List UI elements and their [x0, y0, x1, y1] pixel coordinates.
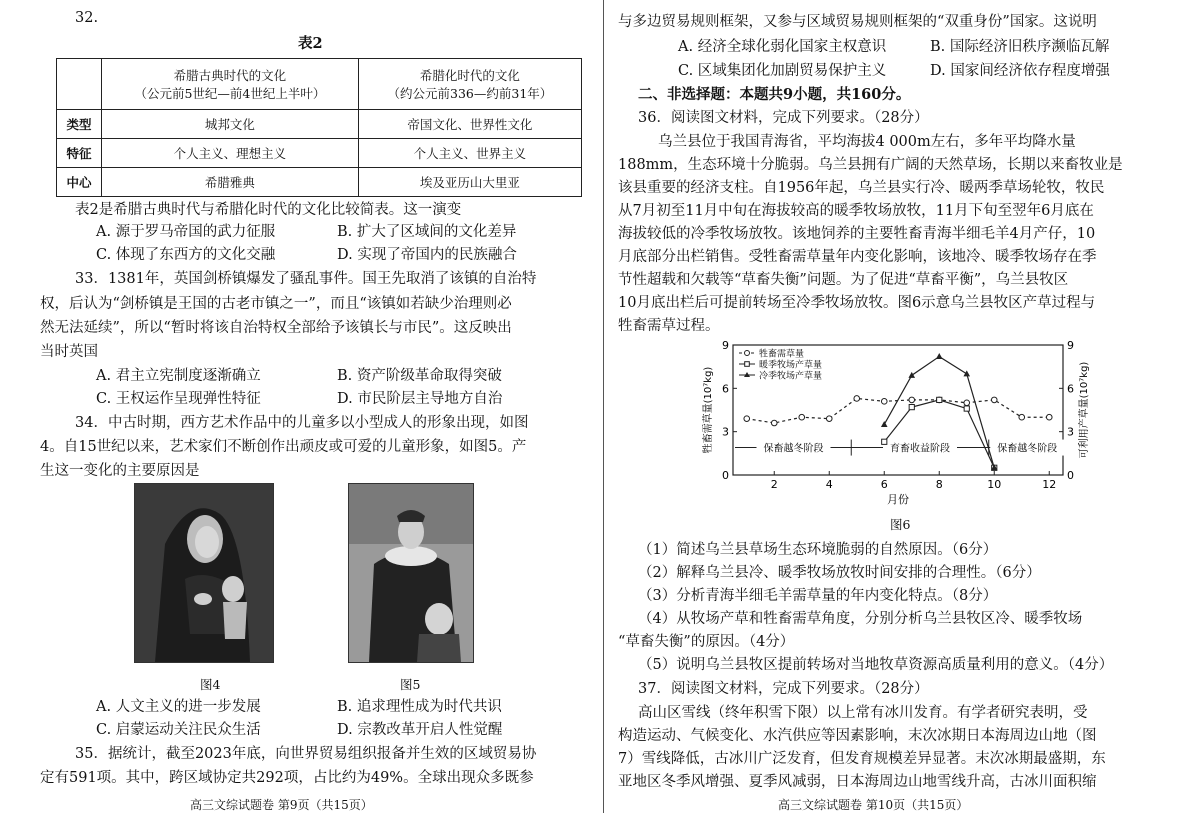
column-divider: [603, 0, 604, 813]
left-page: [40, 0, 588, 813]
culture-table: [56, 58, 582, 197]
legend-label: 暖季牧场产草量: [759, 360, 823, 371]
sub-question: （5）说明乌兰县牧区提前转场对当地牧草资源高质量利用的意义。（4分）: [638, 657, 1114, 673]
option-d: D. 国家间经济依存程度增强: [930, 63, 1110, 79]
section-heading: 二、非选择题：本题共9小题，共160分。: [638, 86, 911, 103]
phase-label: 保畜越冬阶段: [997, 443, 1058, 455]
row-label: 特征: [57, 139, 102, 168]
right-page: [618, 0, 1170, 813]
data-point: [799, 414, 805, 420]
q36-heading: 36．阅读图文材料，完成下列要求。（28分）: [638, 110, 929, 126]
option-d: D. 实现了帝国内的民族融合: [337, 247, 517, 263]
col2-title: 希腊化时代的文化: [419, 68, 520, 83]
x-tick-label: 4: [825, 478, 833, 491]
fig4-painting-image: [134, 483, 274, 663]
data-point: [881, 399, 887, 405]
y-tick-label-right: 6: [1067, 382, 1074, 396]
y-tick-label-right: 9: [1067, 339, 1074, 352]
option-a: A. 源于罗马帝国的武力征服: [96, 224, 276, 240]
y-tick-label: 0: [722, 469, 729, 482]
option-a: A. 人文主义的进一步发展: [96, 699, 261, 715]
option-d: D. 市民阶层主导地方自治: [337, 391, 503, 407]
data-point: [964, 406, 969, 411]
data-point: [991, 397, 997, 403]
table-row: [57, 168, 582, 197]
option-c: C. 区域集团化加剧贸易保护主义: [678, 63, 887, 79]
fig5-painting-image: [348, 483, 474, 663]
question-number: 32.: [75, 10, 99, 26]
table-cell: 个人主义、世界主义: [358, 139, 581, 168]
sub-question: “草畜失衡”的原因。（4分）: [618, 634, 795, 650]
q37-line: 亚地区冬季风增强、夏季风减弱，日本海周边山地雪线升高，古冰川面积缩: [618, 774, 1097, 790]
page-footer: 高三文综试题卷 第10页（共15页）: [778, 798, 969, 812]
q35-line: 35．据统计，截至2023年底，向世界贸易组织报备并生效的区域贸易协: [75, 746, 537, 762]
x-tick-label: 8: [935, 478, 943, 491]
fig4-caption: 图4: [200, 677, 221, 692]
y-tick-label: 6: [722, 382, 729, 396]
q37-heading: 37．阅读图文材料，完成下列要求。（28分）: [638, 681, 929, 697]
q36-line: 乌兰县位于我国青海省，平均海拔4 000m左右，多年平均降水量: [658, 134, 1076, 150]
q37-line: 构造运动、气候变化、水汽供应等因素影响，末次冰期日本海周边山地（图: [618, 728, 1097, 744]
q32-stem: 表2是希腊古典时代与希腊化时代的文化比较简表。这一演变: [75, 202, 462, 218]
q36-line: 10月底出栏后可提前转场至冷季牧场放牧。图6示意乌兰县牧区产草过程与: [618, 295, 1096, 311]
data-point: [964, 400, 970, 406]
data-point: [909, 397, 915, 403]
option-a: A. 君主立宪制度逐渐确立: [96, 368, 261, 384]
option-c: C. 体现了东西方的文化交融: [96, 247, 276, 263]
data-point: [1019, 414, 1025, 420]
page-footer: 高三文综试题卷 第9页（共15页）: [190, 798, 373, 812]
y-tick-label: 3: [722, 425, 729, 439]
phase-label: 保畜越冬阶段: [763, 443, 824, 455]
sub-question: （4）从牧场产草和牲畜需草角度，分别分析乌兰县牧区冷、暖季牧场: [638, 611, 1083, 627]
legend-label: 冷季牧场产草量: [759, 371, 823, 382]
data-point: [854, 396, 860, 402]
option-a: A. 经济全球化弱化国家主权意识: [678, 39, 887, 55]
table-cell: 埃及亚历山大里亚: [358, 168, 581, 197]
table-col1-header: [102, 59, 359, 110]
q36-line: 牲畜需草过程。: [618, 318, 720, 334]
legend-label: 牲畜需草量: [759, 349, 805, 360]
table-cell: 城邦文化: [102, 110, 359, 139]
option-d: D. 宗教改革开启人性觉醒: [337, 722, 503, 738]
data-point: [771, 420, 777, 426]
y-tick-label-right: 3: [1067, 425, 1074, 439]
data-point: [908, 372, 915, 378]
table-row: [57, 110, 582, 139]
q36-line: 从7月初至11月中旬在海拔较高的暖季牧场放牧，11月下旬至翌年6月底在: [618, 203, 1094, 219]
x-axis-label: 月份: [887, 493, 909, 506]
table-cell: 个人主义、理想主义: [102, 139, 359, 168]
series-line: [747, 398, 1050, 423]
table-row: [57, 139, 582, 168]
legend-marker: [745, 351, 750, 356]
col1-title: 希腊古典时代的文化: [173, 68, 287, 83]
phase-label: 育畜收益阶段: [890, 443, 950, 455]
option-b: B. 资产阶级革命取得突破: [337, 368, 502, 384]
legend-marker: [745, 362, 750, 367]
q35-line: 定有591项。其中，跨区域协定共292项，占比约为49%。全球出现众多既参: [40, 770, 534, 786]
q33-line: 权，后认为“剑桥镇是王国的古老市镇之一”，而且“该镇如若缺少治理则必: [40, 296, 512, 312]
data-point: [826, 416, 832, 422]
data-point: [881, 421, 888, 427]
q36-line: 188mm，生态环境十分脆弱。乌兰县拥有广阔的天然草场，长期以来畜牧业是: [618, 157, 1123, 173]
q36-line: 节性超载和欠载等“草畜失衡”问题。为了促进“草畜平衡”，乌兰县牧区: [618, 272, 1069, 288]
col1-subtitle: （公元前5世纪—前4世纪上半叶）: [134, 86, 326, 101]
data-point: [882, 439, 887, 444]
sub-question: （1）简述乌兰县草场生态环境脆弱的自然原因。（6分）: [638, 542, 998, 558]
fig6-caption: 图6: [890, 517, 911, 532]
option-b: B. 国际经济旧秩序濒临瓦解: [930, 39, 1110, 55]
q35-continued: 与多边贸易规则框架，又参与区域贸易规则框架的“双重身份”国家。这说明: [618, 14, 1097, 30]
q34-line: 4。自15世纪以来，艺术家们不断创作出顽皮或可爱的儿童形象，如图5。产: [40, 439, 527, 455]
table-cell: 希腊雅典: [102, 168, 359, 197]
q34-line: 34．中古时期，西方艺术作品中的儿童多以小型成人的形象出现，如图: [75, 415, 529, 431]
y-axis-label: 牲畜需草量(10⁷kg): [703, 366, 714, 454]
x-tick-label: 12: [1042, 478, 1057, 491]
sub-question: （2）解释乌兰县冷、暖季牧场放牧时间安排的合理性。（6分）: [638, 565, 1041, 581]
data-point: [909, 405, 914, 410]
fig5-caption: 图5: [400, 677, 421, 692]
option-b: B. 追求理性成为时代共识: [337, 699, 502, 715]
sub-question: （3）分析青海半细毛羊需草量的年内变化特点。（8分）: [638, 588, 998, 604]
data-point: [1046, 414, 1052, 420]
y-tick-label: 9: [722, 339, 729, 352]
option-c: C. 启蒙运动关注民众生活: [96, 722, 261, 738]
q36-line: 月底部分出栏销售。受牲畜需草量年内变化影响，该地冷、暖季牧场存在季: [618, 249, 1097, 265]
option-b: B. 扩大了区域间的文化差异: [337, 224, 517, 240]
table-cell: 帝国文化、世界性文化: [358, 110, 581, 139]
data-point: [963, 370, 970, 376]
table-corner: [57, 59, 102, 110]
table-col2-header: [358, 59, 581, 110]
row-label: 中心: [57, 168, 102, 197]
col2-subtitle: （约公元前336—约前31年）: [387, 86, 553, 101]
option-c: C. 王权运作呈现弹性特征: [96, 391, 261, 407]
q33-line: 然无法延续”，所以“暂时将该自治特权全部给予该镇长与市民”。这反映出: [40, 320, 512, 336]
fig6-chart: [688, 335, 1108, 515]
q33-line: 33．1381年，英国剑桥镇爆发了骚乱事件。国王先取消了该镇的自治特: [75, 271, 537, 287]
row-label: 类型: [57, 110, 102, 139]
x-tick-label: 2: [770, 478, 778, 491]
q36-line: 该县重要的经济支柱。自1956年起，乌兰县实行冷、暖两季草场轮牧，牧民: [618, 180, 1105, 196]
data-point: [936, 353, 943, 359]
table-title: 表2: [298, 35, 323, 52]
q36-line: 海拔较低的冷季牧场放牧。该地饲养的主要牲畜青海半细毛羊4月产仔，10: [618, 226, 1096, 242]
q34-line: 生这一变化的主要原因是: [40, 463, 200, 479]
y-tick-label-right: 0: [1067, 469, 1074, 482]
data-point: [937, 397, 942, 402]
y-axis-label-right: 可利用产草量(10⁷kg): [1079, 361, 1090, 459]
q33-line: 当时英国: [40, 344, 98, 360]
q37-line: 7）雪线降低，古冰川广泛发育，但发育规模差异显著。末次冰期最盛期，东: [618, 751, 1106, 767]
q37-line: 高山区雪线（终年积雪下限）以上常有冰川发育。有学者研究表明，受: [638, 705, 1088, 721]
data-point: [744, 416, 750, 422]
x-tick-label: 10: [987, 478, 1002, 491]
x-tick-label: 6: [880, 478, 888, 491]
